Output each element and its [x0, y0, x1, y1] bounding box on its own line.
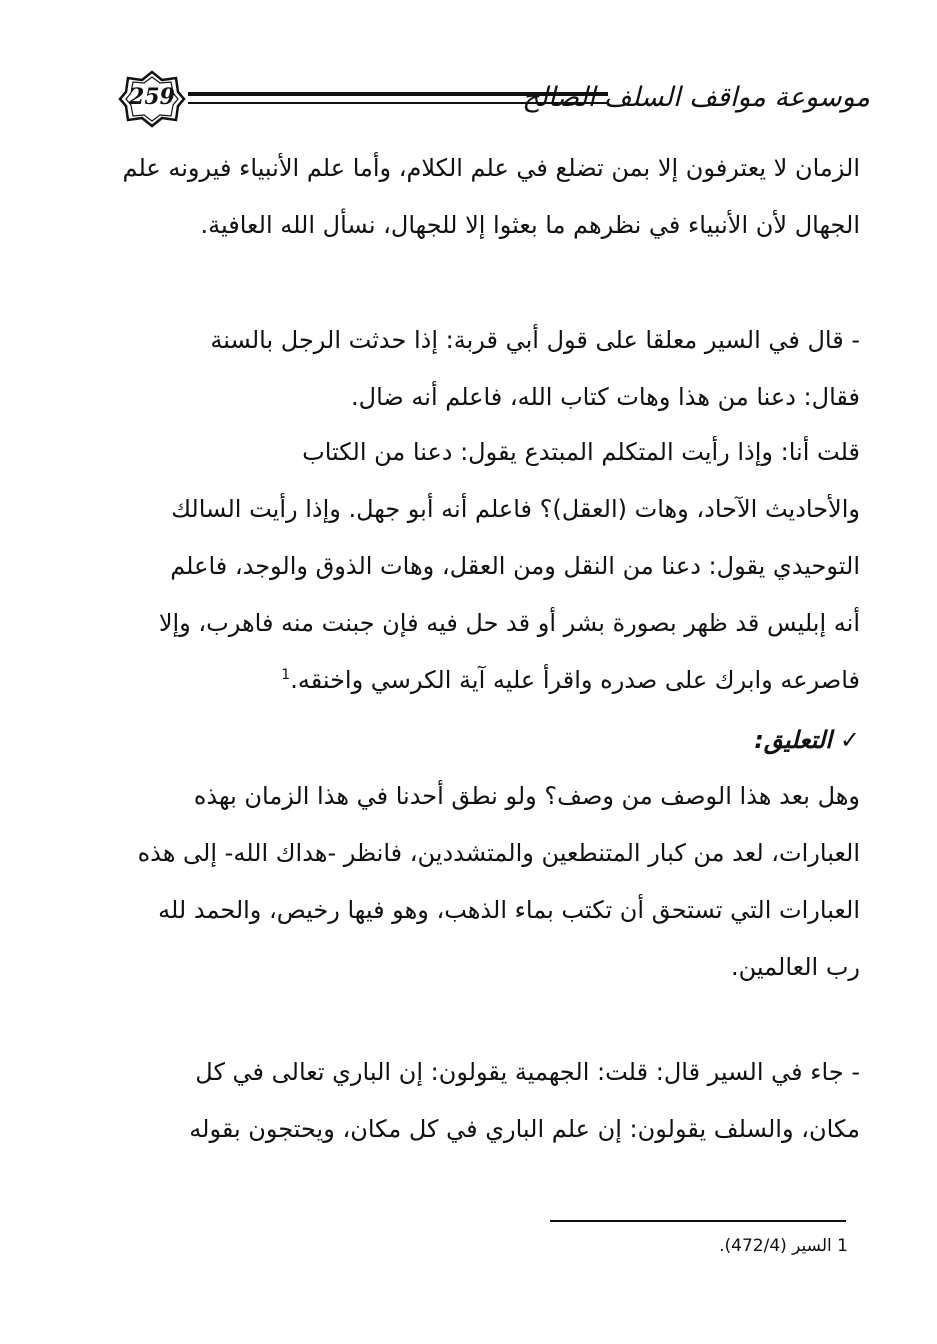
- section-heading: [108, 712, 860, 769]
- text-line-with-footnote: [108, 652, 860, 709]
- paragraph-5: [108, 768, 860, 996]
- text-line: الزمان لا يعترفون إلا بمن تضلع في علم الكلام، وأما علم الأنبياء فيرونه علم: [122, 154, 860, 182]
- text-line: رب العالمين.: [730, 953, 860, 981]
- text-line: والأحاديث الآحاد، وهات (العقل)؟ فاعلم أنه أبو جهل. وإذا رأيت السالك: [171, 495, 860, 523]
- text-line: الجهال لأن الأنبياء في نظرهم ما بعثوا إلا للجهال، نسأل الله العافية.: [200, 211, 860, 239]
- paragraph-2: [108, 312, 860, 426]
- text-line: أنه إبليس قد ظهر بصورة بشر أو قد حل فيه فإن جبنت منه فاهرب، وإلا: [158, 609, 860, 637]
- text-line: فاصرعه وابرك على صدره واقرأ عليه آية الكرسي واخنقه.: [290, 666, 860, 694]
- checkmark-icon: ✓: [839, 726, 860, 754]
- text-line: - جاء في السير قال: قلت: الجهمية يقولون: إن الباري تعالى في كل: [195, 1058, 860, 1086]
- heading-text: التعليق:: [754, 726, 832, 754]
- paragraph-1: [108, 140, 860, 254]
- text-line: فقال: دعنا من هذا وهات كتاب الله، فاعلم أنه ضال.: [351, 383, 860, 411]
- page-header: [100, 70, 870, 130]
- text-line: التوحيدي يقول: دعنا من النقل ومن العقل، وهات الذوق والوجد، فاعلم: [170, 552, 860, 580]
- footnote-reference[interactable]: 1: [281, 667, 291, 683]
- paragraph-3: [108, 424, 860, 709]
- paragraph-6: [108, 1044, 860, 1158]
- page-number: 259: [129, 84, 175, 110]
- book-title: موسوعة مواقف السلف الصالح: [522, 82, 870, 113]
- text-line: وهل بعد هذا الوصف من وصف؟ ولو نطق أحدنا في هذا الزمان بهذه: [193, 782, 860, 810]
- footnote-separator: [550, 1220, 846, 1222]
- footnote-number: 1: [837, 1236, 848, 1256]
- footnote: [560, 1236, 848, 1256]
- text-line: العبارات، لعد من كبار المتنطعين والمتشددين، فانظر -هداك الله- إلى هذه: [137, 839, 860, 867]
- text-line: العبارات التي تستحق أن تكتب بماء الذهب، وهو فيها رخيص، والحمد لله: [158, 896, 860, 924]
- text-line: قلت أنا: وإذا رأيت المتكلم المبتدع يقول: دعنا من الكتاب: [302, 438, 860, 466]
- footnote-text: السير (472/4).: [719, 1236, 832, 1256]
- text-line: - قال في السير معلقا على قول أبي قربة: إذا حدثت الرجل بالسنة: [210, 326, 860, 354]
- page-number-badge: [118, 70, 186, 128]
- text-line: مكان، والسلف يقولون: إن علم الباري في كل مكان، ويحتجون بقوله: [189, 1115, 860, 1143]
